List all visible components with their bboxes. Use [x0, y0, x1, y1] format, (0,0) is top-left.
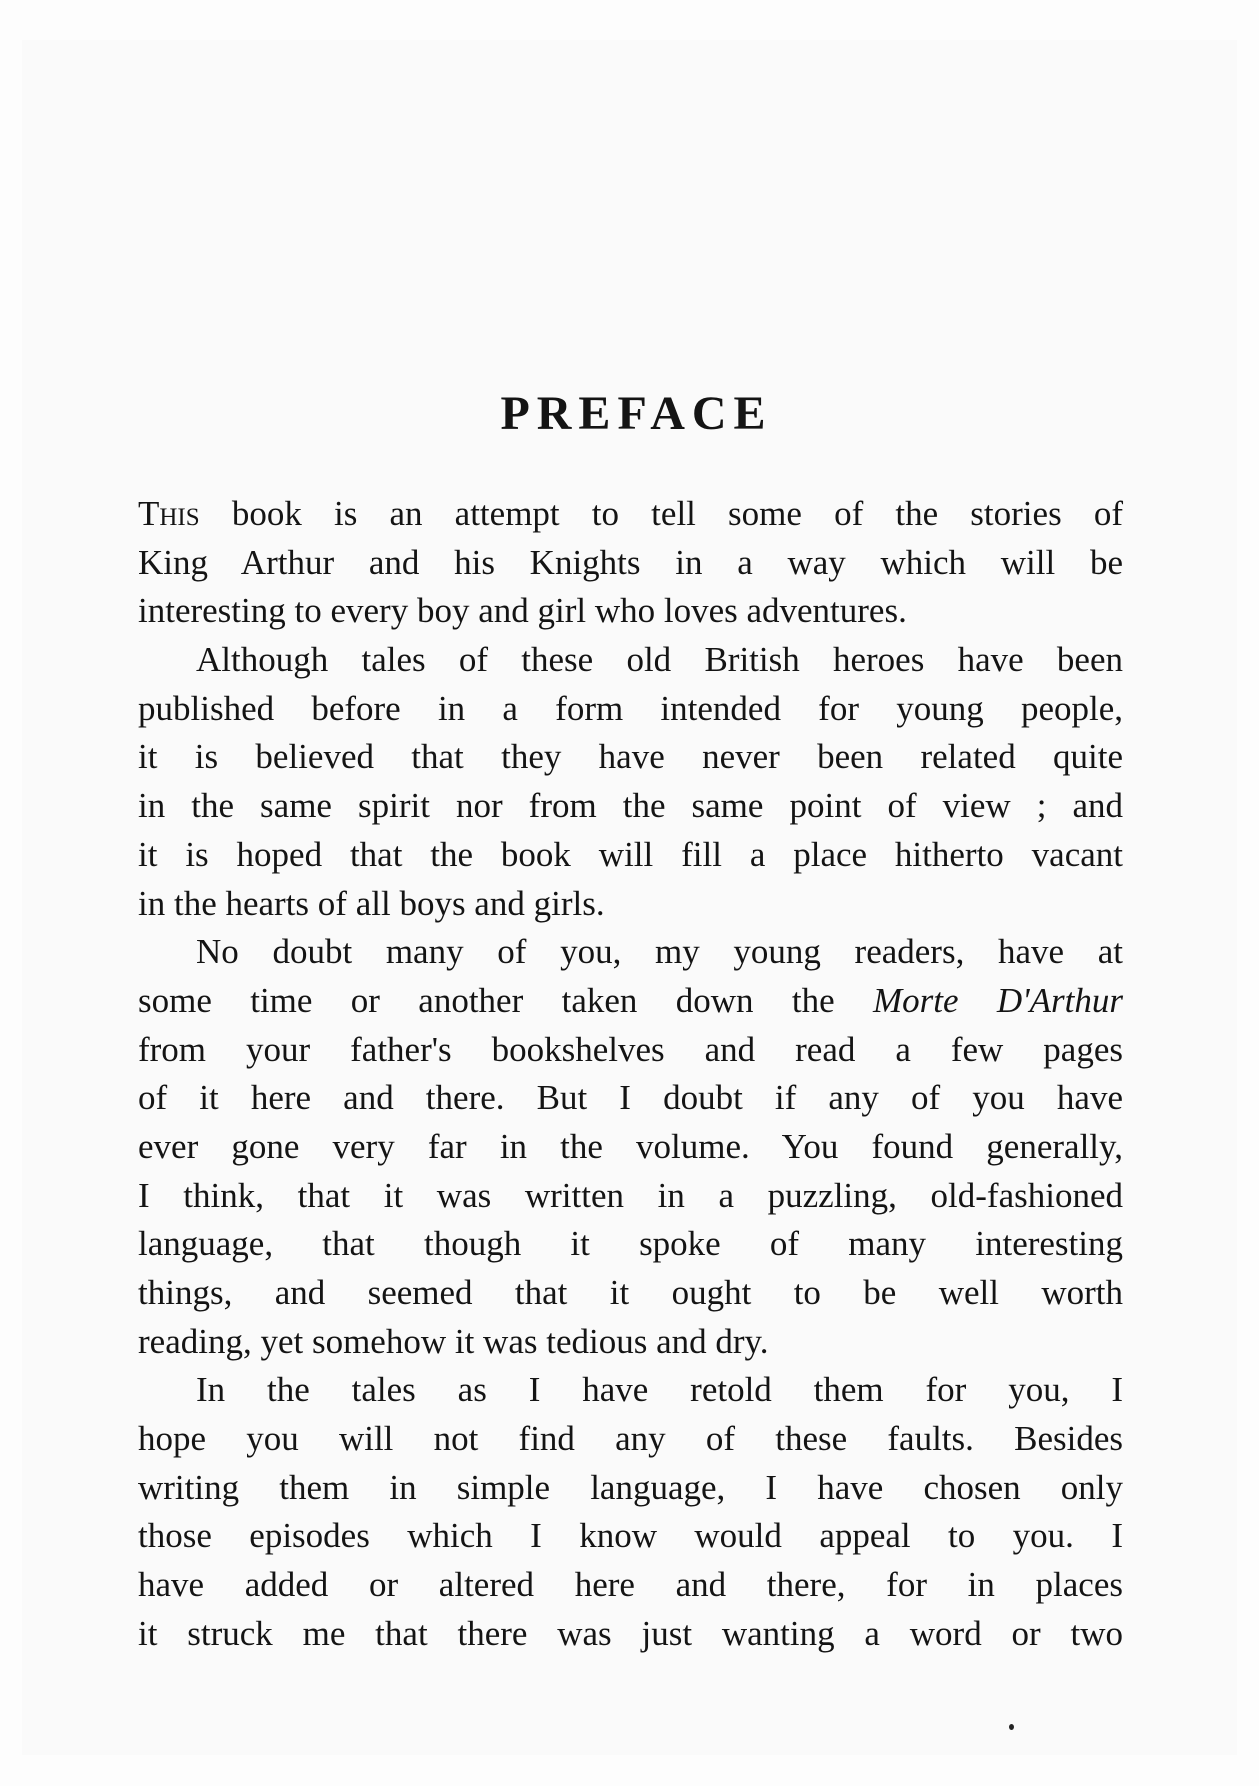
text-line: interesting to every boy and girl who loves adventures. — [138, 591, 907, 631]
text-line: writing them in simple language, I have chosen only — [138, 1467, 1123, 1507]
text-line: hope you will not find any of these faults. Besides — [138, 1419, 1123, 1459]
text-line: published before in a form intended for young people, — [138, 688, 1123, 728]
preface-body — [138, 490, 1123, 1659]
text-line: ever gone very far in the volume. You found generally, — [138, 1126, 1123, 1166]
line-text: book is an attempt to tell some of the stories of — [199, 494, 1123, 533]
text-line: language, that though it spoke of many interesting — [138, 1224, 1123, 1264]
text-line: in the same spirit nor from the same point of view ; and — [138, 786, 1123, 826]
text-line — [138, 977, 1123, 1026]
line-text: some time or another taken down the — [138, 980, 873, 1020]
text-line: those episodes which I know would appeal to you. I — [138, 1516, 1123, 1556]
text-line: I think, that it was written in a puzzling, old-fashioned — [138, 1175, 1123, 1215]
text-line: it is hoped that the book will fill a place hitherto vacant — [138, 834, 1123, 874]
book-title: Morte D'Arthur — [873, 980, 1123, 1020]
print-speck — [1009, 1724, 1014, 1730]
text-line: Although tales of these old British heroes have been — [196, 640, 1123, 680]
text-line: King Arthur and his Knights in a way which will be — [138, 542, 1123, 582]
text-line: in the hearts of all boys and girls. — [138, 883, 605, 923]
text-line: of it here and there. But I doubt if any of you have — [138, 1078, 1123, 1118]
text-line: In the tales as I have retold them for you, I — [196, 1370, 1123, 1410]
text-line: from your father's bookshelves and read a few pages — [138, 1029, 1123, 1069]
text-line: have added or altered here and there, for in places — [138, 1565, 1123, 1605]
text-line: No doubt many of you, my young readers, have at — [196, 932, 1123, 972]
text-line: it struck me that there was just wanting a word or two — [138, 1613, 1123, 1653]
page-title: PREFACE — [500, 387, 773, 440]
text-line — [138, 490, 1123, 539]
text-line: things, and seemed that it ought to be well worth — [138, 1273, 1123, 1312]
text-line: it is believed that they have never been related quite — [138, 737, 1123, 777]
opening-word: This — [138, 494, 200, 533]
text-line: reading, yet somehow it was tedious and dry. — [138, 1321, 769, 1361]
